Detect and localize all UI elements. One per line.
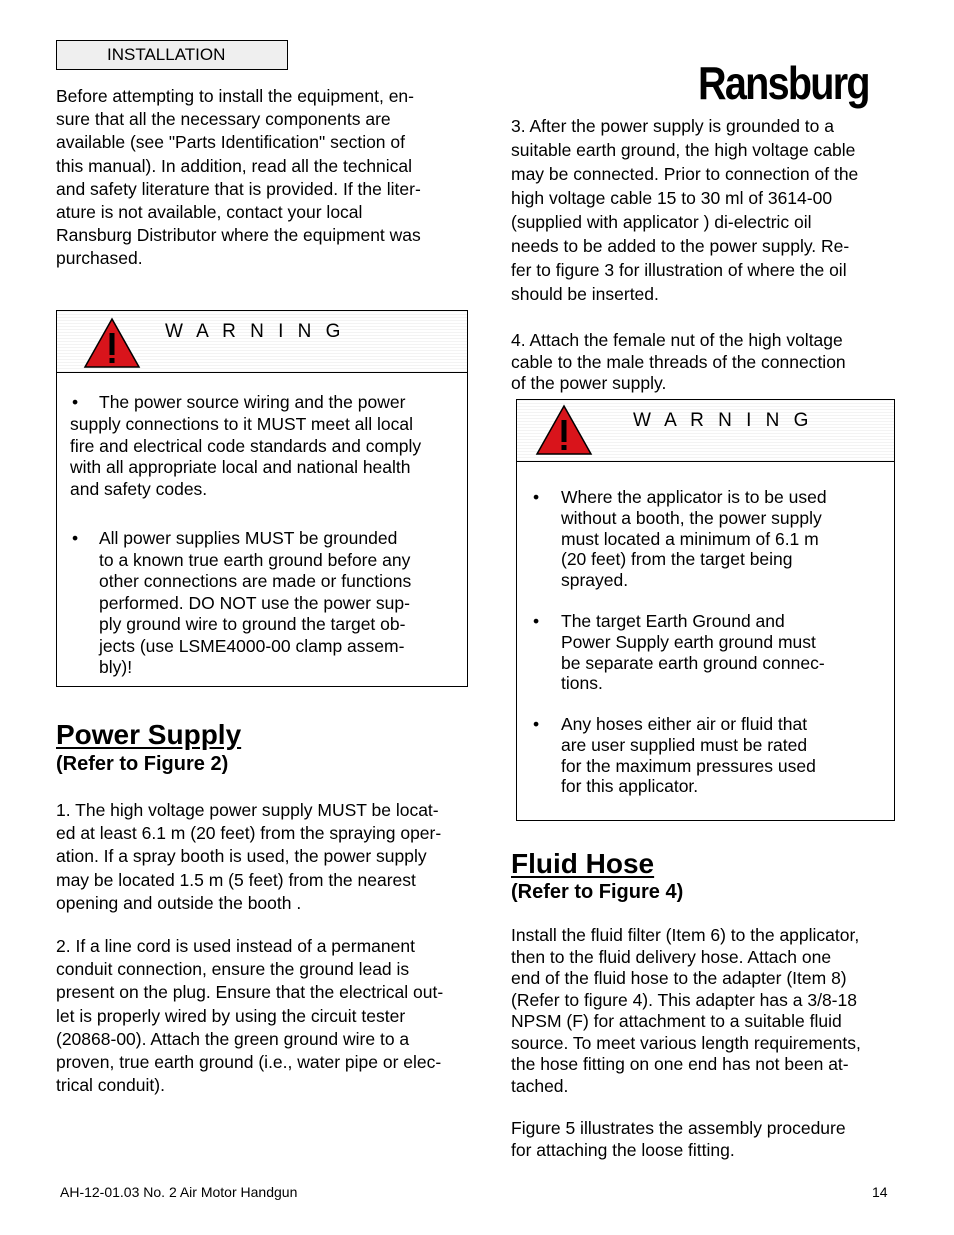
bullet-dot: • <box>533 487 540 507</box>
para-line: tached. <box>511 1075 569 1096</box>
para-line: 2. If a line cord is used instead of a permanent <box>56 936 415 956</box>
para-line: ed at least 6.1 m (20 feet) from the spraying oper- <box>56 823 442 844</box>
para-line: fer to figure 3 for illustration of where the oil <box>511 260 847 280</box>
bullet-text: performed. DO NOT use the power sup- <box>99 592 410 613</box>
section-heading: Power Supply <box>56 719 242 750</box>
bullet-text: must located a minimum of 6.1 m <box>561 528 819 549</box>
para-line: NPSM (F) for attachment to a suitable fluid <box>511 1011 842 1031</box>
para-line: end of the fluid hose to the adapter (Item 8) <box>511 968 847 988</box>
bullet-text: jects (use LSME4000-00 clamp assem- <box>99 635 405 656</box>
para-line: 4. Attach the female nut of the high voltage <box>511 330 843 350</box>
bullet-text: The target Earth Ground and <box>561 611 785 631</box>
para-line: (20868-00). Attach the green ground wire to a <box>56 1028 410 1049</box>
para-line: of the power supply. <box>511 373 667 393</box>
bullet-text: without a booth, the power supply <box>561 507 822 528</box>
power-supply-para-1 <box>56 799 472 915</box>
para-line: let is properly wired by using the circuit tester <box>56 1005 406 1026</box>
bullet-text: tions. <box>561 673 603 694</box>
para-line: high voltage cable 15 to 30 ml of 3614-00 <box>511 188 833 208</box>
bullet-text: supply connections to it MUST meet all local <box>70 414 414 434</box>
warning-header <box>517 400 894 462</box>
warning-bullet-2 <box>70 528 462 679</box>
warning-header <box>57 311 467 373</box>
bullet-dot: • <box>72 392 79 412</box>
bullet-text: for the maximum pressures used <box>561 755 816 776</box>
bullet-text: bly)! <box>99 657 133 677</box>
intro-line: this manual). In addition, read all the technical <box>56 155 413 176</box>
warning-bullet-1 <box>70 391 462 500</box>
section-heading: Fluid Hose <box>511 848 655 879</box>
para-line: trical conduit). <box>56 1075 165 1096</box>
para-line: Figure 5 illustrates the assembly procedure <box>511 1118 846 1138</box>
para-line: Install the fluid filter (Item 6) to the applicator, <box>511 925 860 945</box>
bullet-text: ply ground wire to ground the target ob- <box>99 614 406 634</box>
para-line: then to the fluid delivery hose. Attach one <box>511 946 832 967</box>
section-label-box <box>56 40 288 70</box>
intro-paragraph <box>56 85 448 271</box>
intro-line: sure that all the necessary components are <box>56 109 391 130</box>
intro-line: available (see "Parts Identification" section of <box>56 132 406 153</box>
bullet-text: be separate earth ground connec- <box>561 652 825 673</box>
intro-line: ature is not available, contact your local <box>56 202 363 223</box>
power-supply-para-2 <box>56 935 472 1097</box>
para-line: cable to the male threads of the connection <box>511 351 846 372</box>
fluid-hose-para-2 <box>511 1117 888 1161</box>
para-line: suitable earth ground, the high voltage cable <box>511 140 856 160</box>
section-subheading: (Refer to Figure 2) <box>56 753 229 775</box>
para-line: proven, true earth ground (i.e., water pipe or elec- <box>56 1052 442 1073</box>
bullet-text: fire and electrical code standards and comply <box>70 435 422 456</box>
ransburg-logo: Ransburg <box>698 57 869 109</box>
para-line: may be connected. Prior to connection of the <box>511 164 859 184</box>
bullet-text: with all appropriate local and national health <box>70 457 411 477</box>
power-supply-section <box>56 719 476 776</box>
bullet-text: Where the applicator is to be used <box>561 487 827 507</box>
warning-bullet-3 <box>533 714 883 797</box>
footer-doc-id: AH-12-01.03 No. 2 Air Motor Handgun <box>60 1184 298 1200</box>
para-line: for attaching the loose fitting. <box>511 1140 735 1160</box>
bullet-text: to a known true earth ground before any <box>99 549 411 570</box>
bullet-dot: • <box>533 611 540 631</box>
warning-box-left <box>56 310 468 687</box>
bullet-text: Any hoses either air or fluid that <box>561 714 808 734</box>
warning-bullet-1 <box>533 487 883 591</box>
intro-line: Ransburg Distributor where the equipment was <box>56 225 421 246</box>
para-line: present on the plug. Ensure that the electrical out- <box>56 982 444 1003</box>
warning-title: W A R N I N G <box>165 321 345 342</box>
fluid-hose-section <box>511 848 888 904</box>
warning-box-right <box>516 399 895 821</box>
para-3 <box>511 114 888 306</box>
bullet-text: (20 feet) from the target being <box>561 549 793 570</box>
bullet-text: are user supplied must be rated <box>561 734 808 755</box>
para-line: ation. If a spray booth is used, the power supply <box>56 846 427 867</box>
para-line: source. To meet various length requirements, <box>511 1032 861 1053</box>
warning-title: W A R N I N G <box>633 410 813 431</box>
section-subheading: (Refer to Figure 4) <box>511 881 684 903</box>
para-line: needs to be added to the power supply. Re- <box>511 236 850 256</box>
intro-line: Before attempting to install the equipment, en- <box>56 86 414 106</box>
para-line: 1. The high voltage power supply MUST be locat- <box>56 800 439 820</box>
para-4 <box>511 330 888 395</box>
intro-line: purchased. <box>56 248 143 269</box>
intro-line: and safety literature that is provided. If the liter- <box>56 178 421 199</box>
bullet-dot: • <box>72 528 79 548</box>
bullet-text: The power source wiring and the power <box>99 392 406 412</box>
para-line: opening and outside the booth . <box>56 892 302 913</box>
bullet-text: Power Supply earth ground must <box>561 631 816 652</box>
footer-page-number: 14 <box>872 1184 888 1200</box>
para-line: (Refer to figure 4). This adapter has a 3/8-18 <box>511 989 857 1010</box>
section-label: INSTALLATION <box>107 45 226 64</box>
bullet-text: sprayed. <box>561 570 629 591</box>
bullet-text: other connections are made or functions <box>99 571 412 591</box>
warning-triangle-icon <box>83 317 141 369</box>
bullet-text: and safety codes. <box>70 478 208 499</box>
warning-triangle-icon <box>535 404 593 456</box>
para-line: conduit connection, ensure the ground lead is <box>56 959 410 980</box>
para-line: should be inserted. <box>511 284 659 304</box>
para-line: 3. After the power supply is grounded to a <box>511 116 834 136</box>
bullet-text: for this applicator. <box>561 776 699 797</box>
fluid-hose-para-1 <box>511 925 888 1097</box>
warning-bullet-2 <box>533 611 883 694</box>
bullet-dot: • <box>533 714 540 734</box>
bullet-text: All power supplies MUST be grounded <box>99 528 398 548</box>
para-line: the hose fitting on one end has not been at- <box>511 1054 849 1074</box>
para-line: may be located 1.5 m (5 feet) from the nearest <box>56 869 416 890</box>
para-line: (supplied with applicator ) di-electric oil <box>511 212 812 232</box>
